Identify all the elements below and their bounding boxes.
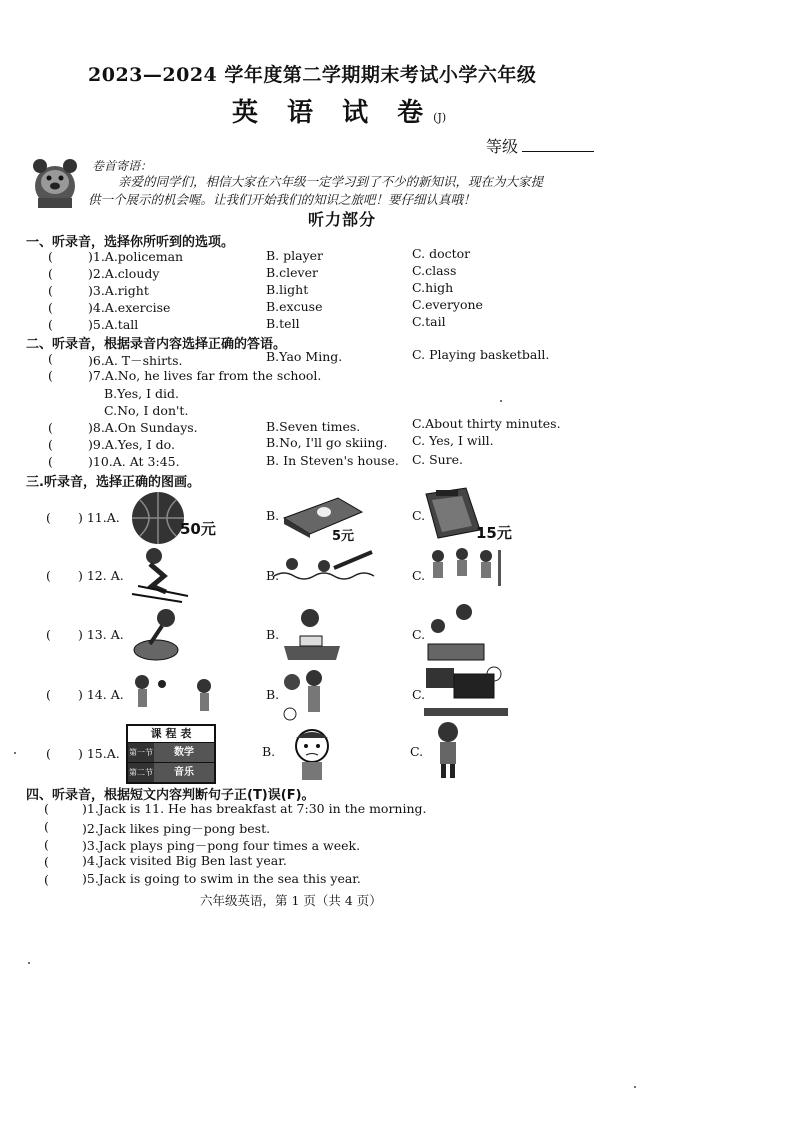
answer-paren[interactable]: (: [48, 283, 53, 298]
answer-paren[interactable]: (: [48, 351, 53, 366]
watching-tv-picture: [424, 664, 508, 718]
answer-paren[interactable]: (: [46, 746, 51, 761]
q12-option-c-label: C.: [412, 568, 426, 583]
answer-paren[interactable]: (: [48, 420, 53, 435]
answer-paren[interactable]: (: [48, 300, 53, 315]
intro-line-2: 供一个展示的机会喔。让我们开始我们的知识之旅吧！要仔细认真哦！: [88, 192, 476, 207]
q5-option-c: C.tail: [412, 314, 446, 329]
answer-paren[interactable]: (: [48, 266, 53, 281]
q10-option-a: )10.A. At 3:45.: [88, 454, 180, 469]
q1-option-a: )1.A.policeman: [88, 249, 184, 264]
q2-option-c: C.class: [412, 263, 457, 278]
timetable-row1-label: 第一节: [128, 743, 154, 762]
answer-paren[interactable]: (: [48, 437, 53, 452]
q11-option-c-label: C.: [412, 508, 426, 523]
judge-item-4: )4.Jack visited Big Ben last year.: [82, 853, 287, 868]
bear-mascot-icon: [30, 156, 80, 208]
children-playing-picture: [424, 546, 508, 590]
q9-option-c: C. Yes, I will.: [412, 433, 494, 448]
answer-paren[interactable]: (: [48, 249, 53, 264]
answer-paren[interactable]: (: [48, 454, 53, 469]
q4-option-a: )4.A.exercise: [88, 300, 171, 315]
q15-option-b-label: B.: [262, 744, 276, 759]
q4-option-b: B.excuse: [266, 299, 323, 314]
part1-heading: 一、听录音，选择你所听到的选项。: [26, 235, 235, 250]
q11-label: ) 11.A.: [78, 510, 120, 525]
scan-speck: [14, 752, 16, 754]
answer-paren[interactable]: (: [46, 568, 51, 583]
intro-line-1: 亲爱的同学们，相信大家在六年级一定学习到了不少的新知识，现在为大家提: [118, 174, 544, 189]
q6-option-a: )6.A. T－shirts.: [88, 353, 183, 368]
q12-label: ) 12. A.: [78, 568, 124, 583]
answer-paren[interactable]: (: [44, 872, 49, 887]
timetable-picture: [126, 724, 216, 784]
cooking-picture: [424, 600, 488, 664]
q13-option-b-label: B.: [266, 627, 280, 642]
page-footer: 六年级英语，第 1 页（共 4 页）: [200, 893, 382, 908]
q3-option-c: C.high: [412, 280, 454, 295]
boy-standing-picture: [428, 720, 468, 780]
answer-paren[interactable]: (: [46, 687, 51, 702]
q5-option-a: )5.A.tall: [88, 317, 139, 332]
q5-option-b: B.tell: [266, 316, 300, 331]
basketball-player-picture: [280, 664, 330, 722]
q8-option-c: C.About thirty minutes.: [412, 416, 561, 431]
doing-homework-picture: [280, 606, 344, 662]
q14-option-c-label: C.: [412, 687, 426, 702]
washing-clothes-picture: [132, 606, 188, 662]
q14-label: ) 14. A.: [78, 687, 124, 702]
q2-option-a: )2.A.cloudy: [88, 266, 160, 281]
q3-option-a: )3.A.right: [88, 283, 149, 298]
answer-paren[interactable]: (: [44, 801, 49, 816]
crying-girl-picture: [284, 724, 338, 782]
playing-ball-picture: [132, 668, 216, 720]
q11-price-c: 15元: [476, 524, 512, 542]
timetable-title: 课 程 表: [128, 726, 214, 743]
q10-option-c: C. Sure.: [412, 452, 464, 467]
answer-paren[interactable]: (: [44, 854, 49, 869]
judge-item-1: )1.Jack is 11. He has breakfast at 7:30 in the morning.: [82, 801, 427, 816]
q9-option-a: )9.A.Yes, I do.: [88, 437, 175, 452]
part4-heading: 四、听录音，根据短文内容判断句子正(T)误(F)。: [26, 788, 315, 803]
q1-option-b: B. player: [266, 248, 324, 263]
q7-option-c: C.No, I don't.: [104, 403, 189, 418]
q6-option-b: B.Yao Ming.: [266, 349, 343, 364]
q13-option-c-label: C.: [412, 627, 426, 642]
exam-subtitle: 英 语 试 卷(J): [232, 98, 447, 128]
judge-item-5: )5.Jack is going to swim in the sea this year.: [82, 871, 361, 886]
q11-option-b-label: B.: [266, 508, 280, 523]
answer-paren[interactable]: (: [44, 819, 49, 834]
grade-field: [486, 134, 594, 157]
q14-option-b-label: B.: [266, 687, 280, 702]
timetable-row2-label: 第二节: [128, 763, 154, 782]
judge-item-3: )3.Jack plays ping－pong four times a week.: [82, 838, 361, 853]
scan-speck: [500, 400, 502, 402]
judge-item-2: )2.Jack likes ping－pong best.: [82, 821, 271, 836]
grade-blank[interactable]: [522, 137, 594, 152]
answer-paren[interactable]: (: [46, 510, 51, 525]
q12-option-b-label: B.: [266, 568, 280, 583]
q4-option-c: C.everyone: [412, 297, 483, 312]
q8-option-a: )8.A.On Sundays.: [88, 420, 198, 435]
q3-option-b: B.light: [266, 282, 309, 297]
listening-section-title: 听力部分: [308, 210, 377, 229]
part3-heading: 三.听录音，选择正确的图画。: [26, 475, 200, 490]
answer-paren[interactable]: (: [48, 317, 53, 332]
timetable-row2-subject: 音乐: [154, 763, 214, 782]
q7-option-b: B.Yes, I did.: [104, 386, 179, 401]
q15-label: ) 15.A.: [78, 746, 120, 761]
q9-option-b: B.No, I'll go skiing.: [266, 435, 388, 450]
answer-paren[interactable]: (: [46, 627, 51, 642]
book-picture: [422, 486, 484, 540]
part2-heading: 二、听录音，根据录音内容选择正确的答语。: [26, 337, 287, 352]
q15-option-c-label: C.: [410, 744, 424, 759]
scan-speck: [28, 962, 30, 964]
timetable-row1-subject: 数学: [154, 743, 214, 762]
q6-option-c: C. Playing basketball.: [412, 347, 550, 362]
skiing-boy-picture: [130, 546, 190, 604]
q11-price-a: 50元: [180, 520, 216, 538]
q1-option-c: C. doctor: [412, 246, 471, 261]
intro-title: 卷首寄语：: [92, 159, 153, 173]
q2-option-b: B.clever: [266, 265, 318, 280]
q8-option-b: B.Seven times.: [266, 419, 361, 434]
answer-paren[interactable]: (: [48, 368, 53, 383]
scan-speck: [634, 1086, 636, 1088]
exam-version-tag: (J): [433, 111, 447, 124]
q11-price-b: 5元: [332, 529, 355, 544]
exam-title: 2023—2024 学年度第二学期期末考试小学六年级: [88, 64, 537, 86]
q7-option-a: )7.A.No, he lives far from the school.: [88, 368, 322, 383]
q13-label: ) 13. A.: [78, 627, 124, 642]
swimming-picture: [274, 548, 378, 584]
answer-paren[interactable]: (: [44, 837, 49, 852]
grade-label: 等级: [486, 137, 519, 156]
q10-option-b: B. In Steven's house.: [266, 453, 399, 468]
